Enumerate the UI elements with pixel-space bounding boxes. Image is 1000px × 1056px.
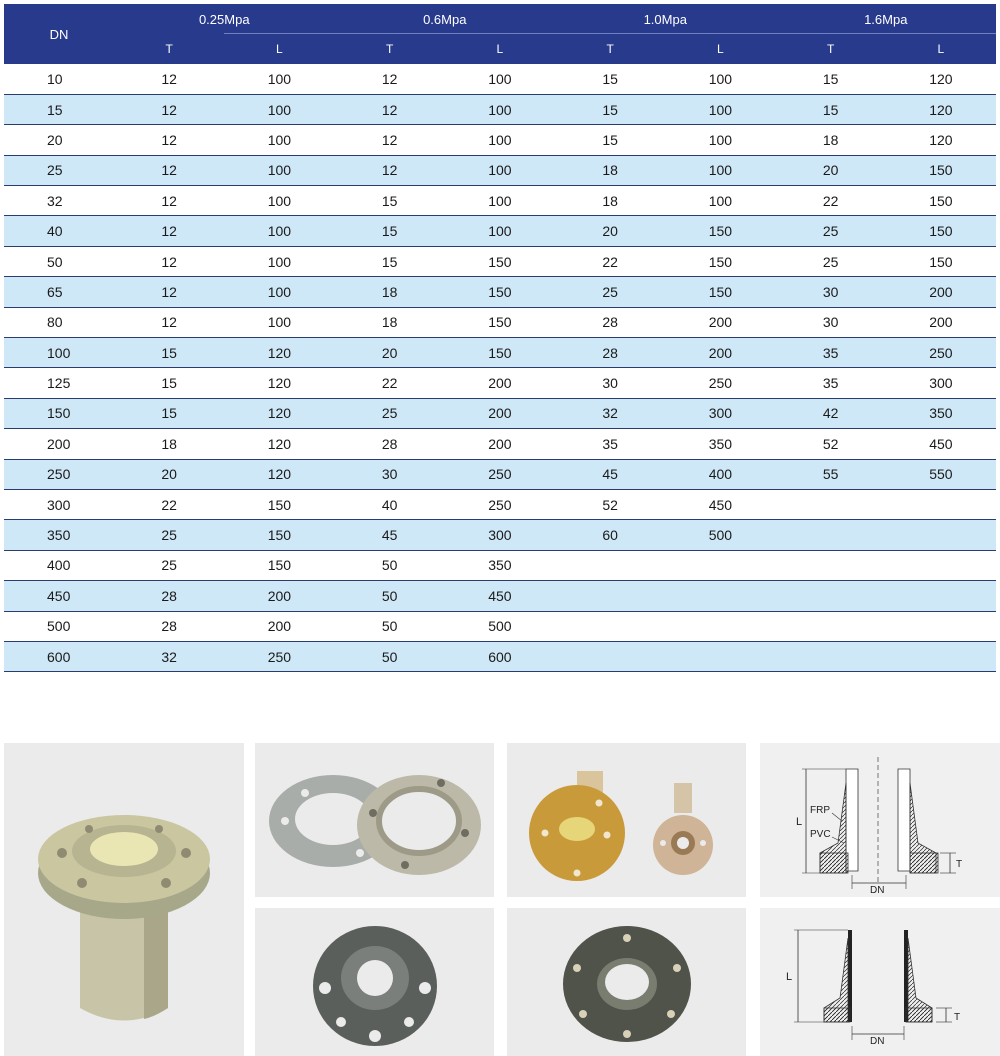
photo-grey-flanges: [255, 743, 494, 897]
t-cell: 18: [555, 186, 665, 216]
l-cell: 200: [445, 368, 555, 398]
diagram-stub-section: [760, 908, 1000, 1056]
t-cell: 12: [335, 125, 445, 155]
t-cell: [776, 611, 886, 641]
l-cell: 150: [224, 520, 334, 550]
dn-cell: 400: [4, 550, 114, 580]
t-cell: 20: [114, 459, 224, 489]
diagram-frp-pvc-section: [760, 743, 1000, 897]
stub-section-drawing: [760, 908, 1000, 1056]
l-cell: 100: [445, 186, 555, 216]
l-cell: [665, 611, 775, 641]
table-row: [4, 338, 996, 368]
t-cell: 15: [114, 398, 224, 428]
dn-header: DN: [4, 4, 114, 64]
t-cell: 40: [335, 489, 445, 519]
l-cell: 300: [445, 520, 555, 550]
l-cell: 150: [665, 277, 775, 307]
t-cell: 28: [555, 307, 665, 337]
dn-cell: 250: [4, 459, 114, 489]
l-cell: 120: [224, 368, 334, 398]
t-cell: 35: [555, 429, 665, 459]
l-cell: 500: [665, 520, 775, 550]
frp-pvc-section-drawing: [760, 743, 1000, 897]
l-cell: 600: [445, 641, 555, 671]
t-cell: [555, 550, 665, 580]
t-cell: 28: [114, 611, 224, 641]
t-cell: 52: [555, 489, 665, 519]
l-cell: 150: [224, 489, 334, 519]
dn-cell: 125: [4, 368, 114, 398]
l-cell: 100: [224, 246, 334, 276]
table-row: [4, 125, 996, 155]
pressure-header-10: 1.0Mpa: [555, 4, 776, 34]
l-cell: [665, 550, 775, 580]
t-cell: 15: [335, 216, 445, 246]
dark-grey-flange-image: [255, 908, 494, 1056]
l-cell: 350: [445, 550, 555, 580]
t-cell: 60: [555, 520, 665, 550]
frp-label: FRP: [810, 805, 830, 816]
sub-header-l: L: [886, 34, 996, 64]
l-cell: 450: [445, 581, 555, 611]
t-cell: 18: [114, 429, 224, 459]
l-cell: 120: [224, 459, 334, 489]
l-cell: 450: [886, 429, 996, 459]
l-cell: 300: [886, 368, 996, 398]
thickness-label: T: [954, 1012, 961, 1023]
table-row: [4, 398, 996, 428]
t-cell: 25: [114, 520, 224, 550]
olive-flange-image: [507, 908, 746, 1056]
t-cell: 12: [114, 307, 224, 337]
l-cell: 120: [886, 125, 996, 155]
l-cell: 100: [224, 307, 334, 337]
l-cell: [886, 611, 996, 641]
t-cell: 25: [114, 550, 224, 580]
t-cell: 12: [114, 277, 224, 307]
pvc-label: PVC: [810, 829, 831, 840]
l-cell: 150: [445, 338, 555, 368]
t-cell: 50: [335, 641, 445, 671]
l-cell: 200: [665, 307, 775, 337]
l-cell: 100: [665, 94, 775, 124]
l-cell: 350: [665, 429, 775, 459]
pressure-header-025: 0.25Mpa: [114, 4, 335, 34]
l-cell: 100: [665, 186, 775, 216]
t-cell: 20: [555, 216, 665, 246]
table-row: [4, 277, 996, 307]
t-cell: [776, 489, 886, 519]
t-cell: 12: [114, 216, 224, 246]
t-cell: 30: [555, 368, 665, 398]
table-row: [4, 186, 996, 216]
l-cell: 300: [665, 398, 775, 428]
l-cell: 200: [445, 398, 555, 428]
table-row: [4, 520, 996, 550]
l-cell: 100: [445, 216, 555, 246]
l-cell: 100: [224, 186, 334, 216]
l-cell: 100: [224, 94, 334, 124]
table-row: [4, 611, 996, 641]
t-cell: 50: [335, 611, 445, 641]
t-cell: 12: [335, 155, 445, 185]
t-cell: 12: [114, 94, 224, 124]
t-cell: 28: [335, 429, 445, 459]
t-cell: 32: [114, 641, 224, 671]
l-cell: 150: [445, 307, 555, 337]
t-cell: [776, 641, 886, 671]
photo-stub-flange-large: [4, 743, 244, 1056]
sub-header-l: L: [445, 34, 555, 64]
l-cell: 150: [665, 246, 775, 276]
l-cell: [665, 581, 775, 611]
t-cell: 42: [776, 398, 886, 428]
sub-header-l: L: [665, 34, 775, 64]
table-row: [4, 429, 996, 459]
l-cell: 100: [445, 155, 555, 185]
l-cell: 500: [445, 611, 555, 641]
photo-amber-flanges: [507, 743, 746, 897]
l-cell: 200: [224, 581, 334, 611]
l-cell: 150: [886, 155, 996, 185]
t-cell: 25: [555, 277, 665, 307]
l-cell: 150: [445, 277, 555, 307]
t-cell: 35: [776, 338, 886, 368]
sub-header-t: T: [776, 34, 886, 64]
l-cell: 100: [665, 155, 775, 185]
dn-cell: 150: [4, 398, 114, 428]
t-cell: [776, 581, 886, 611]
t-cell: 18: [776, 125, 886, 155]
table-row: [4, 94, 996, 124]
length-label: L: [796, 816, 803, 828]
table-row: [4, 155, 996, 185]
photo-dark-grey-flange: [255, 908, 494, 1056]
l-cell: 100: [445, 64, 555, 94]
t-cell: [555, 611, 665, 641]
t-cell: 15: [114, 338, 224, 368]
table-row: [4, 246, 996, 276]
l-cell: 200: [886, 307, 996, 337]
t-cell: [776, 550, 886, 580]
t-cell: 20: [335, 338, 445, 368]
l-cell: 350: [886, 398, 996, 428]
t-cell: [555, 641, 665, 671]
l-cell: 100: [665, 64, 775, 94]
t-cell: 15: [776, 94, 886, 124]
l-cell: 250: [445, 489, 555, 519]
t-cell: 55: [776, 459, 886, 489]
t-cell: 28: [114, 581, 224, 611]
l-cell: 100: [224, 277, 334, 307]
t-cell: 12: [335, 64, 445, 94]
l-cell: 120: [886, 64, 996, 94]
l-cell: 100: [445, 94, 555, 124]
l-cell: 550: [886, 459, 996, 489]
photo-olive-flange: [507, 908, 746, 1056]
flange-spec-table: [4, 4, 996, 672]
l-cell: 200: [224, 611, 334, 641]
pressure-header-16: 1.6Mpa: [776, 4, 997, 34]
l-cell: [886, 489, 996, 519]
l-cell: 150: [445, 246, 555, 276]
l-cell: [886, 581, 996, 611]
l-cell: 150: [886, 216, 996, 246]
sub-header-t: T: [555, 34, 665, 64]
t-cell: 12: [335, 94, 445, 124]
length-label: L: [786, 971, 793, 983]
l-cell: 450: [665, 489, 775, 519]
t-cell: 25: [776, 216, 886, 246]
l-cell: 150: [886, 246, 996, 276]
table-row: [4, 459, 996, 489]
t-cell: [555, 581, 665, 611]
table-row: [4, 641, 996, 671]
dn-cell: 40: [4, 216, 114, 246]
l-cell: 120: [224, 338, 334, 368]
dn-cell: 300: [4, 489, 114, 519]
t-cell: 22: [776, 186, 886, 216]
l-cell: [886, 641, 996, 671]
table-row: [4, 550, 996, 580]
dn-cell: 15: [4, 94, 114, 124]
stub-flange-large-image: [4, 743, 244, 1056]
t-cell: 15: [114, 368, 224, 398]
dn-cell: 10: [4, 64, 114, 94]
l-cell: 100: [224, 125, 334, 155]
l-cell: 200: [665, 338, 775, 368]
t-cell: 15: [555, 64, 665, 94]
t-cell: 22: [114, 489, 224, 519]
dn-cell: 65: [4, 277, 114, 307]
t-cell: 12: [114, 246, 224, 276]
t-cell: 12: [114, 155, 224, 185]
t-cell: 30: [776, 277, 886, 307]
dn-cell: 32: [4, 186, 114, 216]
t-cell: 15: [555, 94, 665, 124]
t-cell: [776, 520, 886, 550]
dn-cell: 100: [4, 338, 114, 368]
l-cell: 250: [224, 641, 334, 671]
t-cell: 18: [555, 155, 665, 185]
t-cell: 12: [114, 64, 224, 94]
sub-header-t: T: [114, 34, 224, 64]
table-row: [4, 581, 996, 611]
dn-cell: 500: [4, 611, 114, 641]
l-cell: 100: [224, 216, 334, 246]
t-cell: 12: [114, 186, 224, 216]
dn-label: DN: [870, 1036, 885, 1047]
t-cell: 12: [114, 125, 224, 155]
t-cell: 22: [555, 246, 665, 276]
table-row: [4, 307, 996, 337]
l-cell: 250: [445, 459, 555, 489]
l-cell: 150: [665, 216, 775, 246]
t-cell: 15: [335, 186, 445, 216]
t-cell: 32: [555, 398, 665, 428]
t-cell: 28: [555, 338, 665, 368]
l-cell: 100: [445, 125, 555, 155]
l-cell: 100: [224, 155, 334, 185]
t-cell: 52: [776, 429, 886, 459]
l-cell: [886, 520, 996, 550]
table-row: [4, 489, 996, 519]
t-cell: 15: [555, 125, 665, 155]
dn-cell: 80: [4, 307, 114, 337]
t-cell: 30: [335, 459, 445, 489]
t-cell: 15: [335, 246, 445, 276]
dn-cell: 450: [4, 581, 114, 611]
t-cell: 25: [776, 246, 886, 276]
l-cell: 250: [886, 338, 996, 368]
l-cell: 120: [886, 94, 996, 124]
l-cell: 150: [224, 550, 334, 580]
l-cell: [886, 550, 996, 580]
thickness-label: T: [956, 859, 963, 870]
table-row: [4, 64, 996, 94]
t-cell: 45: [335, 520, 445, 550]
l-cell: 200: [886, 277, 996, 307]
dn-cell: 50: [4, 246, 114, 276]
l-cell: 400: [665, 459, 775, 489]
dn-cell: 600: [4, 641, 114, 671]
t-cell: 50: [335, 550, 445, 580]
dn-label: DN: [870, 885, 885, 896]
l-cell: 200: [445, 429, 555, 459]
amber-flanges-image: [507, 743, 746, 897]
table-header-row: [4, 4, 996, 34]
dn-cell: 20: [4, 125, 114, 155]
l-cell: 250: [665, 368, 775, 398]
t-cell: 18: [335, 277, 445, 307]
grey-flanges-image: [255, 743, 494, 897]
l-cell: 150: [886, 186, 996, 216]
t-cell: 50: [335, 581, 445, 611]
l-cell: 120: [224, 398, 334, 428]
t-cell: 25: [335, 398, 445, 428]
table-subheader-row: [4, 34, 996, 64]
table-row: [4, 368, 996, 398]
pressure-header-06: 0.6Mpa: [335, 4, 556, 34]
t-cell: 30: [776, 307, 886, 337]
t-cell: 15: [776, 64, 886, 94]
dn-cell: 350: [4, 520, 114, 550]
l-cell: [665, 641, 775, 671]
table-row: [4, 216, 996, 246]
l-cell: 100: [224, 64, 334, 94]
l-cell: 120: [224, 429, 334, 459]
t-cell: 20: [776, 155, 886, 185]
t-cell: 45: [555, 459, 665, 489]
sub-header-l: L: [224, 34, 334, 64]
t-cell: 35: [776, 368, 886, 398]
dn-cell: 25: [4, 155, 114, 185]
dn-cell: 200: [4, 429, 114, 459]
t-cell: 22: [335, 368, 445, 398]
sub-header-t: T: [335, 34, 445, 64]
l-cell: 100: [665, 125, 775, 155]
t-cell: 18: [335, 307, 445, 337]
